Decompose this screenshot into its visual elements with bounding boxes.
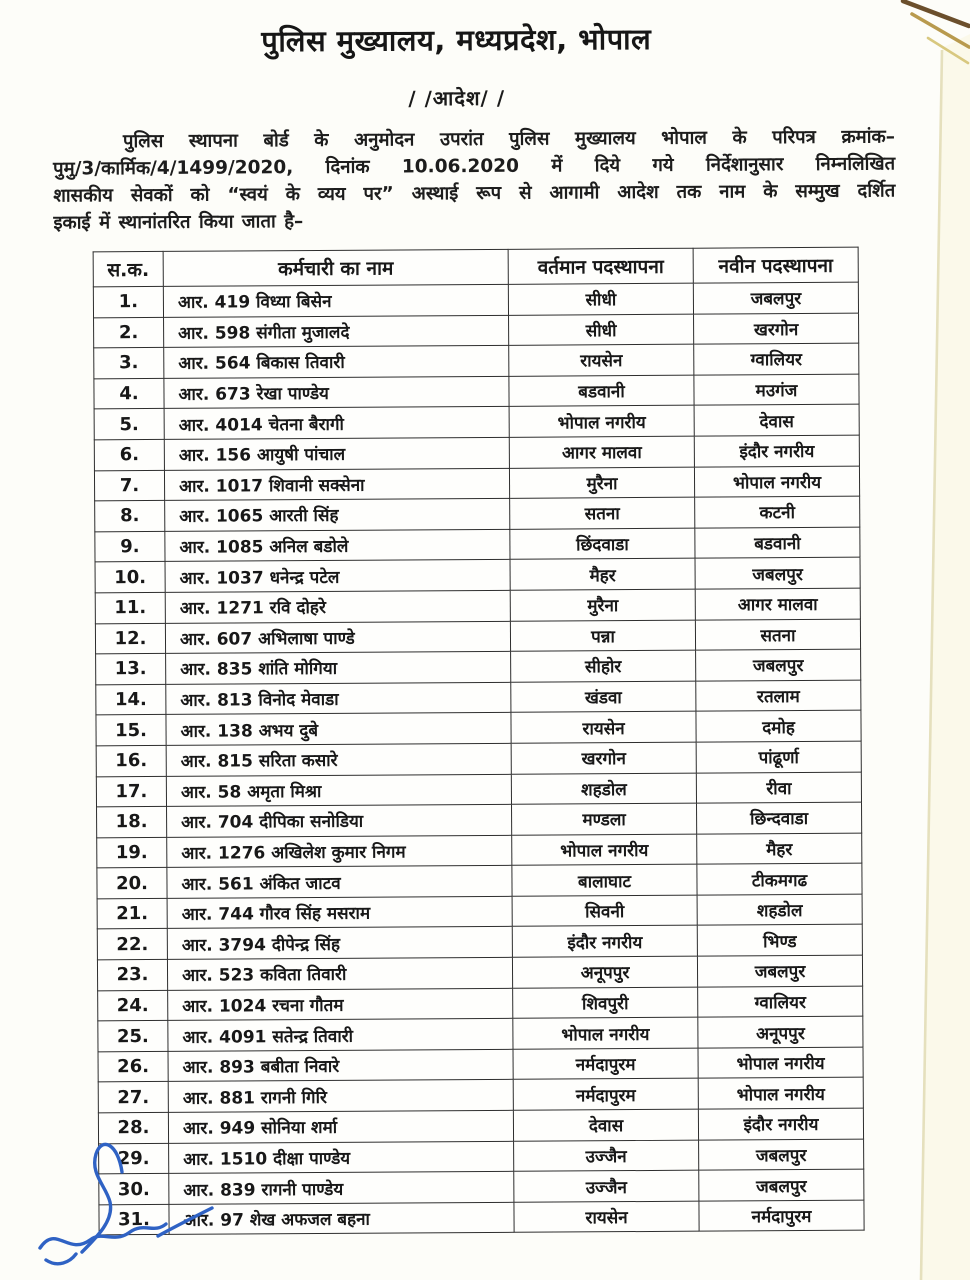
serial-cell: 30. xyxy=(99,1174,169,1205)
serial-cell: 25. xyxy=(98,1021,168,1052)
employee-name-cell: आर. 949 सोनिया शर्मा xyxy=(168,1110,513,1143)
order-heading: / /आदेश/ / xyxy=(408,85,506,111)
employee-name-cell: आर. 561 अंकित जाटव xyxy=(167,866,512,899)
employee-name-cell: आर. 1017 शिवानी सक्सेना xyxy=(164,468,509,501)
new-posting-cell: ग्वालियर xyxy=(694,343,859,375)
new-posting-cell: जबलपुर xyxy=(699,1169,864,1201)
serial-cell: 18. xyxy=(97,807,167,838)
serial-cell: 14. xyxy=(96,684,166,715)
serial-cell: 17. xyxy=(96,776,166,807)
table-row xyxy=(94,343,859,378)
table-row xyxy=(96,772,861,807)
table-row xyxy=(93,282,858,317)
table-row xyxy=(95,558,860,593)
new-posting-cell: जबलपुर xyxy=(695,558,860,590)
current-posting-cell: नर्मदापुरम xyxy=(513,1048,698,1080)
col-header-current-posting: वर्तमान पदस्थापना xyxy=(508,248,693,284)
current-posting-cell: मुरैना xyxy=(509,467,694,499)
new-posting-cell: शहडोल xyxy=(697,894,862,926)
current-posting-cell: सिवनी xyxy=(512,895,697,927)
table-row xyxy=(97,894,862,929)
serial-cell: 29. xyxy=(99,1143,169,1174)
table-row xyxy=(95,496,860,531)
page-edge-line xyxy=(921,50,942,1280)
table-row xyxy=(98,1078,863,1113)
employee-name-cell: आर. 1065 आरती सिंह xyxy=(165,498,510,531)
employee-name-cell: आर. 839 रागनी पाण्डेय xyxy=(169,1172,514,1205)
table-row xyxy=(98,1016,863,1051)
table-row xyxy=(94,466,859,501)
current-posting-cell: रायसेन xyxy=(509,344,694,376)
serial-cell: 28. xyxy=(98,1112,168,1143)
current-posting-cell: उज्जैन xyxy=(514,1140,699,1172)
page-edge-fill xyxy=(920,34,970,1280)
employee-name-cell: आर. 1024 रचना गौतम xyxy=(168,988,513,1021)
table-row xyxy=(95,527,860,562)
new-posting-cell: बडवानी xyxy=(695,527,860,559)
employee-name-cell: आर. 156 आयुषी पांचाल xyxy=(164,437,509,470)
new-posting-cell: नर्मदापुरम xyxy=(699,1200,864,1232)
new-posting-cell: भोपाल नगरीय xyxy=(698,1047,863,1079)
serial-cell: 31. xyxy=(99,1204,169,1235)
employee-name-cell: आर. 704 दीपिका सनोडिया xyxy=(167,804,512,837)
new-posting-cell: टीकमगढ xyxy=(697,863,862,895)
serial-cell: 2. xyxy=(94,317,164,348)
employee-name-cell: आर. 1271 रवि दोहरे xyxy=(165,590,510,623)
table-header-row xyxy=(93,247,858,287)
employee-name-cell: आर. 419 विध्या बिसेन xyxy=(163,284,508,317)
current-posting-cell: बालाघाट xyxy=(512,864,697,896)
new-posting-cell: भोपाल नगरीय xyxy=(694,466,859,498)
new-posting-cell: खरगोन xyxy=(694,313,859,345)
serial-cell: 11. xyxy=(95,592,165,623)
current-posting-cell: नर्मदापुरम xyxy=(513,1079,698,1111)
current-posting-cell: उज्जैन xyxy=(514,1170,699,1202)
current-posting-cell: पन्ना xyxy=(510,620,695,652)
employee-name-cell: आर. 744 गौरव सिंह मसराम xyxy=(167,896,512,929)
employee-name-cell: आर. 673 रेखा पाण्डेय xyxy=(164,376,509,409)
table-row xyxy=(97,955,862,990)
table-row xyxy=(95,588,860,623)
current-posting-cell: भोपाल नगरीय xyxy=(509,406,694,438)
new-posting-cell: इंदौर नगरीय xyxy=(698,1108,863,1140)
current-posting-cell: सीधी xyxy=(509,314,694,346)
new-posting-cell: आगर मालवा xyxy=(695,588,860,620)
new-posting-cell: पांढूर्णा xyxy=(696,741,861,773)
employee-name-cell: आर. 1276 अखिलेश कुमार निगम xyxy=(167,835,512,868)
col-header-new-posting: नवीन पदस्थापना xyxy=(693,247,858,283)
new-posting-cell: जबलपुर xyxy=(697,955,862,987)
current-posting-cell: शिवपुरी xyxy=(513,987,698,1019)
corner-line-3 xyxy=(928,38,968,63)
new-posting-cell: छिन्दवाडा xyxy=(697,802,862,834)
table-row xyxy=(99,1169,864,1204)
table-row xyxy=(99,1200,864,1235)
table-row xyxy=(98,1108,863,1143)
intro-line-1: पुलिस स्थापना बोर्ड के अनुमोदन उपरांत पुलिस मुख्यालय भोपाल के परिपत्र क्रमांक– xyxy=(122,126,895,153)
intro-line-2: पुमु/3/कार्मिक/4/1499/2020, दिनांक 10.06.2020 में दिये गये निर्देशानुसार निम्नलिखित xyxy=(53,153,896,180)
corner-line-2 xyxy=(912,14,969,47)
employee-name-cell: आर. 815 सरिता कसारे xyxy=(166,743,511,776)
serial-cell: 8. xyxy=(95,501,165,532)
employee-name-cell: आर. 564 बिकास तिवारी xyxy=(164,346,509,379)
new-posting-cell: रतलाम xyxy=(696,680,861,712)
table-row xyxy=(98,1047,863,1082)
serial-cell: 7. xyxy=(94,470,164,501)
table-row xyxy=(97,925,862,960)
current-posting-cell: भोपाल नगरीय xyxy=(512,834,697,866)
table-row xyxy=(94,405,859,440)
new-posting-cell: भोपाल नगरीय xyxy=(698,1078,863,1110)
serial-cell: 5. xyxy=(94,409,164,440)
employee-name-cell: आर. 881 रागनी गिरि xyxy=(168,1080,513,1113)
new-posting-cell: मउगंज xyxy=(694,374,859,406)
new-posting-cell: मैहर xyxy=(697,833,862,865)
new-posting-cell: जबलपुर xyxy=(696,649,861,681)
serial-cell: 3. xyxy=(94,348,164,379)
table-row xyxy=(98,986,863,1021)
table-row xyxy=(94,313,859,348)
new-posting-cell: रीवा xyxy=(696,772,861,804)
table-row xyxy=(95,619,860,654)
employee-name-cell: आर. 138 अभय दुबे xyxy=(166,713,511,746)
new-posting-cell: कटनी xyxy=(695,496,860,528)
serial-cell: 21. xyxy=(97,898,167,929)
serial-cell: 19. xyxy=(97,837,167,868)
serial-cell: 10. xyxy=(95,562,165,593)
table-row xyxy=(97,863,862,898)
current-posting-cell: छिंदवाडा xyxy=(510,528,695,560)
current-posting-cell: मुरैना xyxy=(510,589,695,621)
serial-cell: 4. xyxy=(94,378,164,409)
new-posting-cell: जबलपुर xyxy=(693,282,858,314)
page-title: पुलिस मुख्यालय, मध्यप्रदेश, भोपाल xyxy=(261,21,652,59)
table-row xyxy=(99,1139,864,1174)
serial-cell: 6. xyxy=(94,439,164,470)
employee-name-cell: आर. 4014 चेतना बैरागी xyxy=(164,407,509,440)
serial-cell: 12. xyxy=(95,623,165,654)
new-posting-cell: इंदौर नगरीय xyxy=(694,435,859,467)
employee-name-cell: आर. 607 अभिलाषा पाण्डे xyxy=(165,621,510,654)
employee-name-cell: आर. 4091 सतेन्द्र तिवारी xyxy=(168,1019,513,1052)
current-posting-cell: खरगोन xyxy=(511,742,696,774)
table-row xyxy=(94,374,859,409)
intro-line-3: शासकीय सेवकों को “स्वयं के व्यय पर” अस्थाई रूप से आगामी आदेश तक नाम के सम्मुख दर्शित xyxy=(53,180,896,207)
current-posting-cell: शहडोल xyxy=(511,773,696,805)
col-header-employee-name: कर्मचारी का नाम xyxy=(163,249,508,286)
serial-cell: 15. xyxy=(96,715,166,746)
serial-cell: 20. xyxy=(97,868,167,899)
employee-name-cell: आर. 3794 दीपेन्द्र सिंह xyxy=(167,927,512,960)
current-posting-cell: सतना xyxy=(510,497,695,529)
new-posting-cell: ग्वालियर xyxy=(698,986,863,1018)
serial-cell: 27. xyxy=(98,1082,168,1113)
employee-name-cell: आर. 598 संगीता मुजालदे xyxy=(164,315,509,348)
current-posting-cell: रायसेन xyxy=(514,1201,699,1233)
new-posting-cell: अनूपपुर xyxy=(698,1016,863,1048)
employee-name-cell: आर. 97 शेख अफजल बहना xyxy=(169,1202,514,1235)
current-posting-cell: सीधी xyxy=(508,283,693,315)
intro-line-4: इकाई में स्थानांतरित किया जाता है– xyxy=(53,211,304,234)
new-posting-cell: देवास xyxy=(694,405,859,437)
new-posting-cell: जबलपुर xyxy=(699,1139,864,1171)
employee-name-cell: आर. 1037 धनेन्द्र पटेल xyxy=(165,560,510,593)
employee-name-cell: आर. 835 शांति मोगिया xyxy=(166,651,511,684)
employee-name-cell: आर. 523 कविता तिवारी xyxy=(167,957,512,990)
serial-cell: 24. xyxy=(98,990,168,1021)
serial-cell: 1. xyxy=(93,286,163,317)
current-posting-cell: देवास xyxy=(513,1109,698,1141)
current-posting-cell: रायसेन xyxy=(511,711,696,743)
serial-cell: 23. xyxy=(97,959,167,990)
serial-cell: 26. xyxy=(98,1051,168,1082)
table-row xyxy=(97,833,862,868)
current-posting-cell: खंडवा xyxy=(511,681,696,713)
current-posting-cell: मण्डला xyxy=(512,803,697,835)
employee-name-cell: आर. 813 विनोद मेवाडा xyxy=(166,682,511,715)
col-header-serial: स.क. xyxy=(93,251,163,286)
employee-name-cell: आर. 1085 अनिल बडोले xyxy=(165,529,510,562)
table-row xyxy=(96,649,861,684)
employee-name-cell: आर. 1510 दीक्षा पाण्डेय xyxy=(169,1141,514,1174)
current-posting-cell: बडवानी xyxy=(509,375,694,407)
table-row xyxy=(96,680,861,715)
transfer-table-body xyxy=(93,282,864,1235)
current-posting-cell: आगर मालवा xyxy=(509,436,694,468)
employee-name-cell: आर. 893 बबीता निवारे xyxy=(168,1049,513,1082)
current-posting-cell: इंदौर नगरीय xyxy=(512,926,697,958)
serial-cell: 16. xyxy=(96,745,166,776)
employee-name-cell: आर. 58 अमृता मिश्रा xyxy=(166,774,511,807)
intro-paragraph xyxy=(53,123,896,236)
table-row xyxy=(96,710,861,745)
current-posting-cell: भोपाल नगरीय xyxy=(513,1017,698,1049)
current-posting-cell: अनूपपुर xyxy=(512,956,697,988)
new-posting-cell: भिण्ड xyxy=(697,925,862,957)
transfer-table xyxy=(93,247,865,1236)
current-posting-cell: मैहर xyxy=(510,559,695,591)
serial-cell: 22. xyxy=(97,929,167,960)
table-row xyxy=(96,741,861,776)
new-posting-cell: सतना xyxy=(695,619,860,651)
current-posting-cell: सीहोर xyxy=(511,650,696,682)
serial-cell: 9. xyxy=(95,531,165,562)
new-posting-cell: दमोह xyxy=(696,710,861,742)
table-row xyxy=(97,802,862,837)
serial-cell: 13. xyxy=(96,654,166,685)
table-row xyxy=(94,435,859,470)
